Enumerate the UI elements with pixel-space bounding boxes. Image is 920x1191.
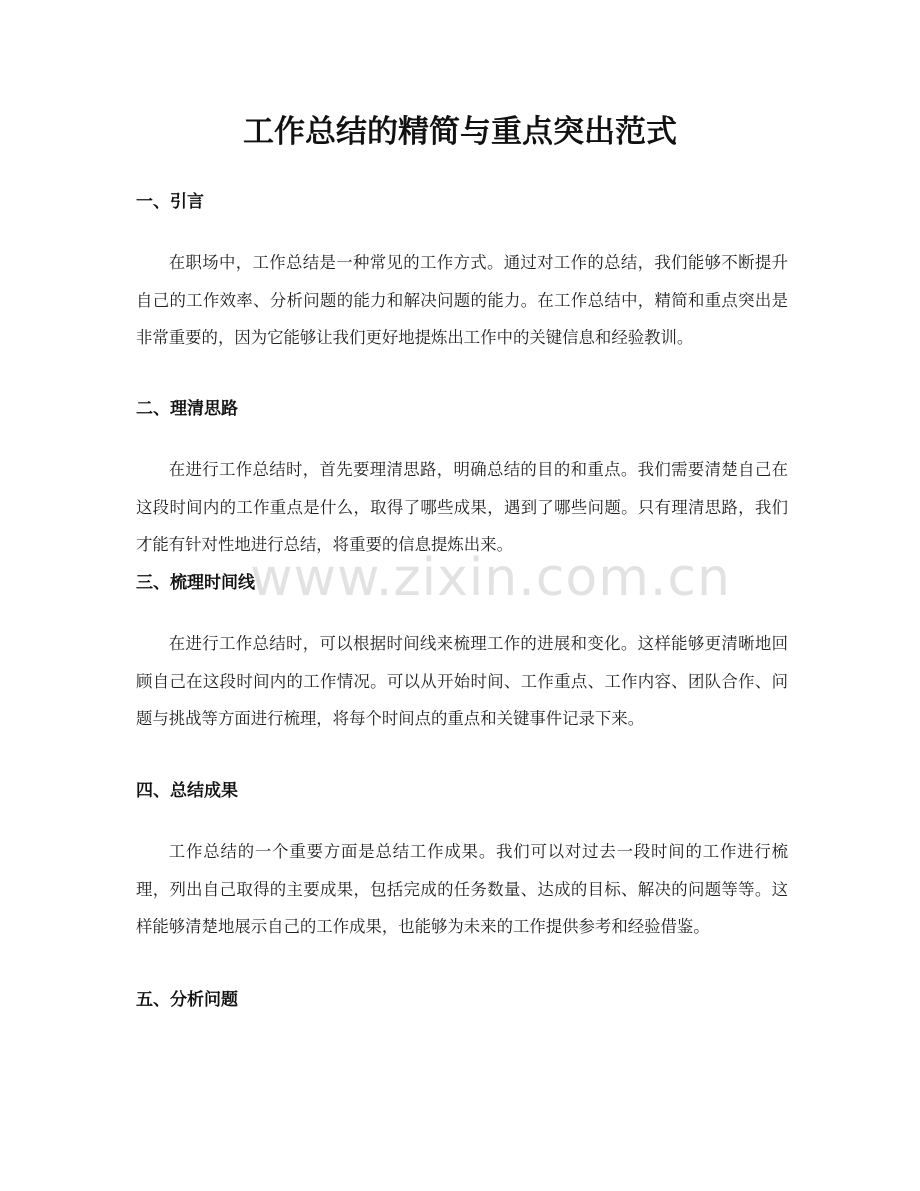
section-analyze-problems xyxy=(136,987,788,1013)
section-paragraph: 在职场中，工作总结是一种常见的工作方式。通过对工作的总结，我们能够不断提升自己的工作效率、分析问题的能力和解决问题的能力。在工作总结中，精简和重点突出是非常重要的，因为它能够让我们更好地提炼出工作中的关键信息和经验教训。 xyxy=(136,253,788,347)
section-heading: 四、总结成果 xyxy=(136,781,238,801)
document-title: 工作总结的精简与重点突出范式 xyxy=(243,114,677,150)
section-summarize-results xyxy=(136,778,788,946)
section-paragraph: 工作总结的一个重要方面是总结工作成果。我们可以对过去一段时间的工作进行梳理，列出自己取得的主要成果，包括完成的任务数量、达成的目标、解决的问题等等。这样能够清楚地展示自己的工作成果，也能够为未来的工作提供参考和经验借鉴。 xyxy=(136,842,788,936)
section-heading: 三、梳理时间线 xyxy=(136,573,255,593)
section-heading: 五、分析问题 xyxy=(136,990,238,1010)
section-paragraph: 在进行工作总结时，可以根据时间线来梳理工作的进展和变化。这样能够更清晰地回顾自己在这段时间内的工作情况。可以从开始时间、工作重点、工作内容、团队合作、问题与挑战等方面进行梳理，将每个时间点的重点和关键事件记录下来。 xyxy=(136,634,788,728)
section-introduction xyxy=(136,189,788,357)
section-clarify-thinking xyxy=(136,396,788,564)
watermark: www.zixin.com.cn xyxy=(250,548,731,608)
section-heading: 一、引言 xyxy=(136,192,204,212)
section-paragraph: 在进行工作总结时，首先要理清思路，明确总结的目的和重点。我们需要清楚自己在这段时间内的工作重点是什么，取得了哪些成果，遇到了哪些问题。只有理清思路，我们才能有针对性地进行总结，将重要的信息提炼出来。 xyxy=(136,460,788,554)
section-heading: 二、理清思路 xyxy=(136,399,238,419)
section-timeline xyxy=(136,570,788,738)
